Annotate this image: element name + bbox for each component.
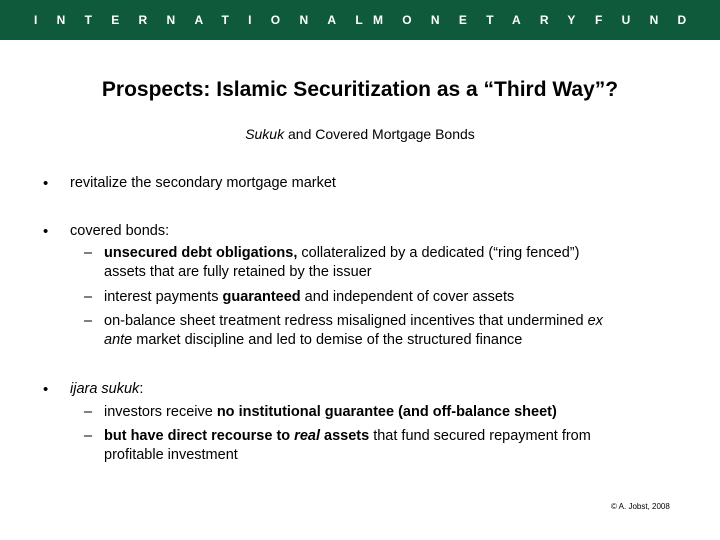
header-org-word-international: INTERNATIONAL (34, 13, 383, 27)
unsecured-debt-rest: collateralized by a dedicated (“ring fenced”) (297, 245, 580, 261)
sub-bullet-investors-receive (104, 403, 704, 422)
sub-bullet-dash: – (84, 289, 93, 305)
sub-bullet-direct-recourse (104, 427, 704, 465)
interest-payments-bold: guaranteed (222, 289, 301, 305)
on-balance-rest: market discipline and led to demise of the structured finance (132, 332, 523, 348)
bullet-revitalize: revitalize the secondary mortgage market (70, 175, 336, 191)
sub-bullet-on-balance-sheet (104, 312, 704, 350)
recourse-rest: that fund secured repayment from (369, 428, 591, 444)
imf-header-banner (0, 0, 720, 40)
sub-bullet-interest-payments (104, 288, 704, 307)
bullet-marker: • (43, 381, 49, 398)
recourse-bold-b: assets (319, 428, 370, 444)
copyright-notice: © A. Jobst, 2008 (611, 502, 670, 511)
recourse-line2: profitable investment (104, 447, 238, 463)
unsecured-debt-bold: unsecured debt obligations, (104, 245, 298, 261)
subtitle-sukuk: Sukuk (245, 126, 285, 142)
interest-payments-a: interest payments (104, 289, 223, 305)
sub-bullet-dash: – (84, 245, 93, 261)
interest-payments-b: and independent of cover assets (300, 289, 515, 305)
slide-subtitle (0, 126, 720, 142)
header-org-word-monetary: MONETARY (373, 13, 595, 27)
header-org-word-fund: FUND (595, 13, 706, 27)
investors-bold: no institutional guarantee (and off-balance sheet) (216, 404, 557, 420)
bullet-marker: • (43, 223, 49, 240)
sub-bullet-dash: – (84, 404, 93, 420)
ijara-sukuk-italic: ijara sukuk (70, 381, 140, 397)
bullet-ijara-sukuk (70, 380, 143, 399)
ijara-sukuk-colon: : (139, 381, 144, 397)
sub-bullet-dash: – (84, 428, 93, 444)
unsecured-debt-line2: assets that are fully retained by the issuer (104, 264, 372, 280)
bullet-marker: • (43, 175, 49, 192)
recourse-real: real (294, 428, 320, 444)
sub-bullet-unsecured-debt (104, 244, 704, 282)
subtitle-rest: and Covered Mortgage Bonds (284, 126, 475, 142)
recourse-bold-a: but have direct recourse to (104, 428, 295, 444)
slide-title: Prospects: Islamic Securitization as a “Third Way”? (101, 78, 619, 101)
on-balance-ante: ante (104, 332, 133, 348)
on-balance-ex: ex (587, 313, 603, 329)
investors-a: investors receive (104, 404, 217, 420)
on-balance-a: on-balance sheet treatment redress misaligned incentives that undermined (104, 313, 588, 329)
bullet-covered-bonds: covered bonds: (70, 223, 170, 239)
sub-bullet-dash: – (84, 313, 93, 329)
